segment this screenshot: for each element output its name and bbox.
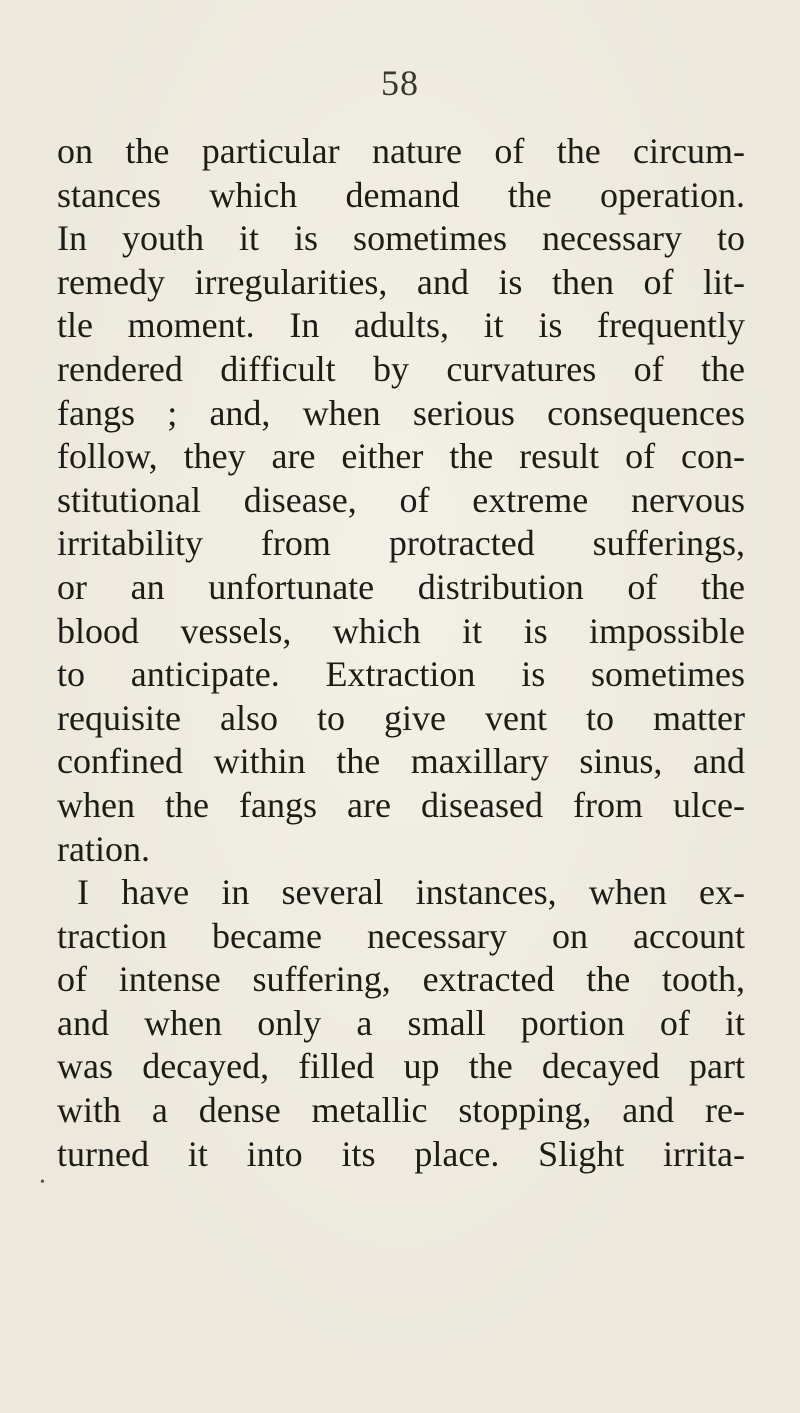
text-line: irritability from protracted sufferings, xyxy=(57,523,745,564)
text-line: was decayed, filled up the decayed part xyxy=(57,1046,745,1087)
text-line: when the fangs are diseased from ulce- xyxy=(57,784,745,825)
text-line: turned it into its place. Slight irrita- xyxy=(57,1133,745,1174)
text-line: traction became necessary on account xyxy=(57,915,745,956)
text-line: rendered difficult by curvatures of the xyxy=(57,348,745,389)
text-line: on the particular nature of the circum- xyxy=(57,131,745,171)
text-line: and when only a small portion of it xyxy=(57,1002,745,1043)
text-line: requisite also to give vent to matter xyxy=(57,697,745,738)
text-line: of intense suffering, extracted the tooth, xyxy=(57,959,745,1000)
page-number: 58 xyxy=(381,63,419,103)
text-line: ration. xyxy=(57,828,150,869)
text-line: stances which demand the operation. xyxy=(57,174,745,215)
margin-dot-mark: • xyxy=(40,1175,45,1190)
text-line: remedy irregularities, and is then of lit- xyxy=(57,261,745,302)
paragraph-1 xyxy=(57,130,745,871)
text-line: I have in several instances, when ex- xyxy=(77,872,745,913)
text-line: or an unfortunate distribution of the xyxy=(57,566,745,607)
text-line: fangs ; and, when serious consequences xyxy=(57,392,745,433)
text-line: tle moment. In adults, it is frequently xyxy=(57,305,745,346)
text-line: confined within the maxillary sinus, and xyxy=(57,741,745,782)
text-line: blood vessels, which it is impossible xyxy=(57,610,745,651)
text-line: follow, they are either the result of con- xyxy=(57,436,745,477)
paragraph-2 xyxy=(57,871,745,1176)
text-line: with a dense metallic stopping, and re- xyxy=(57,1090,745,1131)
text-line: stitutional disease, of extreme nervous xyxy=(57,479,745,520)
text-line: In youth it is sometimes necessary to xyxy=(57,218,745,259)
body-text xyxy=(57,130,745,1176)
text-line: to anticipate. Extraction is sometimes xyxy=(57,654,745,695)
